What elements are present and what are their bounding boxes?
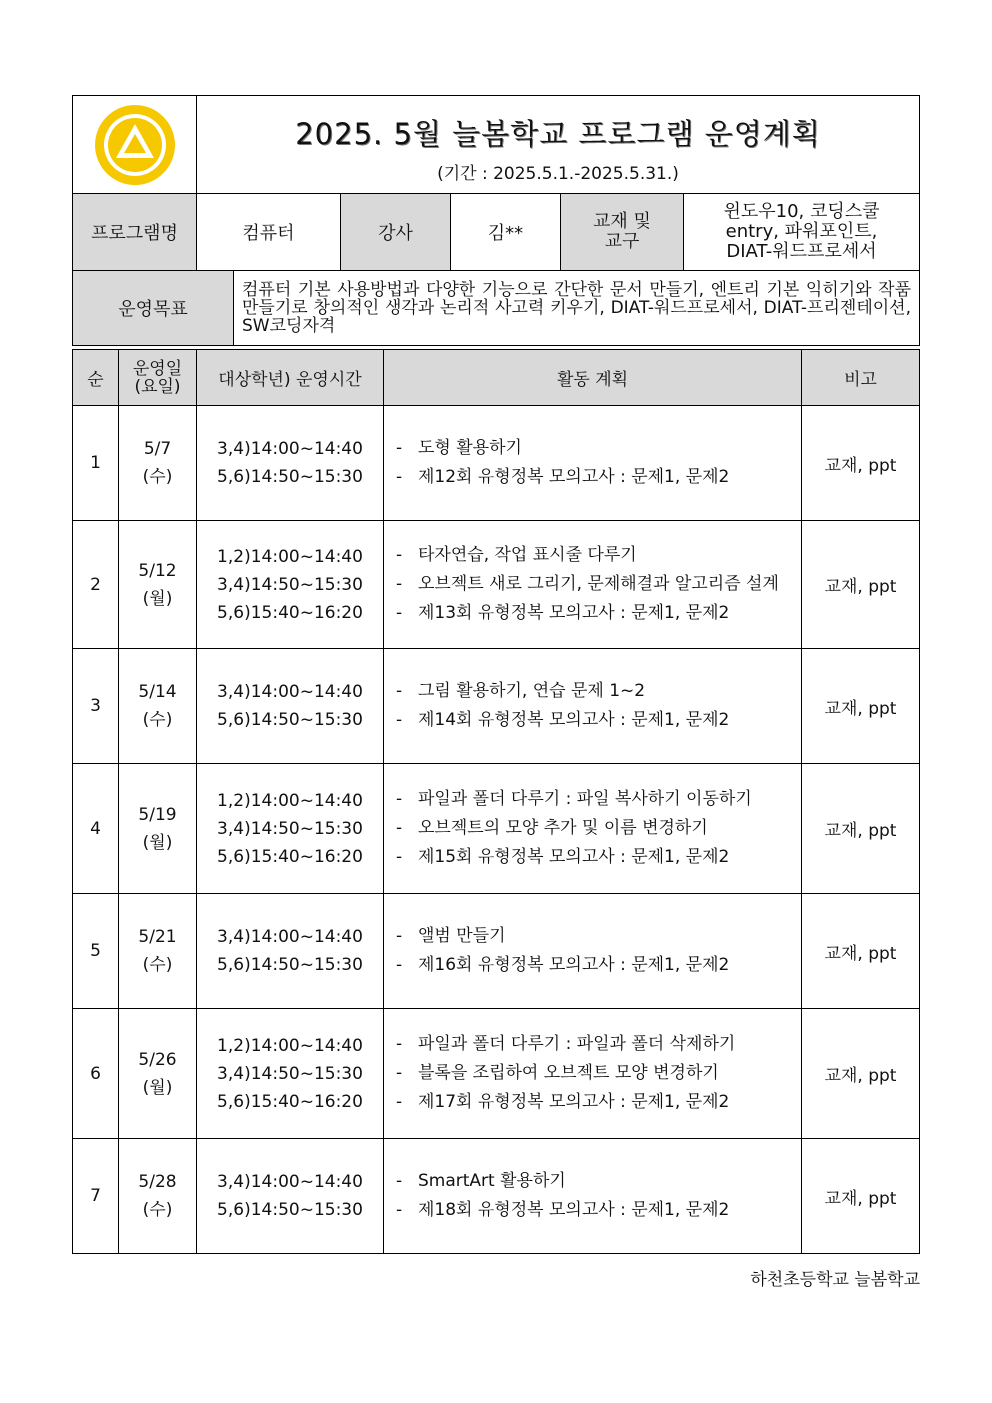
activity-item	[396, 951, 791, 980]
bullet-dash-icon: -	[396, 438, 403, 458]
activity-item	[396, 434, 791, 463]
row-time-slot: 1,2)14:00~14:40	[217, 790, 363, 811]
bullet-dash-icon: -	[396, 467, 403, 487]
logo-cell	[73, 96, 197, 194]
row-number: 2	[73, 521, 119, 649]
info-table	[72, 193, 920, 271]
row-time-slot: 5,6)15:40~16:20	[217, 846, 363, 867]
activity-text: 그림 활용하기, 연습 문제 1~2	[418, 681, 646, 701]
activity-item	[396, 922, 791, 951]
activity-text: 파일과 폴더 다루기 : 파일 복사하기 이동하기	[418, 789, 752, 809]
schedule-row	[73, 406, 920, 521]
row-date-value: 5/7	[143, 439, 172, 459]
row-day-value: (수)	[142, 467, 173, 487]
row-note: 교재, ppt	[802, 649, 920, 764]
row-number: 3	[73, 649, 119, 764]
schedule-row	[73, 764, 920, 894]
bullet-dash-icon: -	[396, 1092, 403, 1112]
header-no: 순	[73, 350, 119, 406]
activity-item	[396, 1167, 791, 1196]
header-time: 대상학년) 운영시간	[197, 350, 384, 406]
row-activities	[384, 894, 802, 1009]
materials-value-line-1: 윈도우10, 코딩스쿨	[723, 201, 880, 222]
row-time-slot: 3,4)14:00~14:40	[217, 1172, 363, 1192]
bullet-dash-icon: -	[396, 1034, 403, 1054]
header-date	[119, 350, 197, 406]
activity-item	[396, 463, 791, 492]
row-date	[119, 1139, 197, 1254]
activity-text: 파일과 폴더 다루기 : 파일과 폴더 삭제하기	[418, 1034, 736, 1054]
instructor-label: 강사	[341, 194, 451, 271]
row-time-slot: 3,4)14:00~14:40	[217, 439, 363, 459]
bullet-dash-icon: -	[396, 847, 403, 867]
row-date-value: 5/26	[138, 1049, 177, 1070]
bullet-dash-icon: -	[396, 926, 403, 946]
row-note: 교재, ppt	[802, 521, 920, 649]
header-date-line-2: (요일)	[134, 376, 181, 397]
row-time-slot: 3,4)14:00~14:40	[217, 927, 363, 947]
activity-item	[396, 1196, 791, 1225]
bullet-dash-icon: -	[396, 574, 403, 594]
schedule-body	[73, 406, 920, 1254]
row-times	[197, 894, 384, 1009]
footer-school-name: 하천초등학교 늘봄학교	[750, 1270, 920, 1290]
activity-item	[396, 1088, 791, 1117]
activity-text: 제18회 유형정복 모의고사 : 문제1, 문제2	[418, 1200, 730, 1220]
row-date	[119, 406, 197, 521]
row-time-slot: 5,6)15:40~16:20	[217, 602, 363, 623]
row-time-slot: 3,4)14:50~15:30	[217, 1063, 363, 1084]
row-time-slot: 1,2)14:00~14:40	[217, 1035, 363, 1056]
header-note: 비고	[802, 350, 920, 406]
program-plan-document	[72, 95, 920, 1254]
row-note: 교재, ppt	[802, 1009, 920, 1139]
goal-text: 컴퓨터 기본 사용방법과 다양한 기능으로 간단한 문서 만들기, 엔트리 기본 익히기와 작품 만들기로 창의적인 생각과 논리적 사고력 키우기, DIAT-워드프로세서, DIAT-프리젠테이션, SW코딩자격	[242, 280, 911, 336]
program-label: 프로그램명	[73, 194, 197, 271]
row-number: 4	[73, 764, 119, 894]
materials-label	[561, 194, 684, 271]
row-note: 교재, ppt	[802, 894, 920, 1009]
activity-item	[396, 599, 791, 628]
bullet-dash-icon: -	[396, 1200, 403, 1220]
row-activities	[384, 521, 802, 649]
row-date	[119, 894, 197, 1009]
goal-cell	[234, 271, 920, 346]
bullet-dash-icon: -	[396, 818, 403, 838]
bullet-dash-icon: -	[396, 603, 403, 623]
bullet-dash-icon: -	[396, 1171, 403, 1191]
activity-text: 도형 활용하기	[418, 438, 522, 458]
activity-item	[396, 1030, 791, 1059]
materials-value-line-3: DIAT-워드프로세서	[726, 241, 877, 262]
row-time-slot: 5,6)14:50~15:30	[217, 955, 363, 975]
materials-value-line-2: entry, 파워포인트,	[725, 221, 878, 242]
header-activity: 활동 계획	[384, 350, 802, 406]
activity-text: 제13회 유형정복 모의고사 : 문제1, 문제2	[418, 603, 730, 623]
circle-triangle-logo-icon	[92, 102, 178, 188]
row-activities	[384, 764, 802, 894]
row-day-value: (수)	[142, 710, 173, 730]
row-note: 교재, ppt	[802, 406, 920, 521]
activity-item	[396, 843, 791, 872]
activity-item	[396, 570, 791, 599]
row-number: 7	[73, 1139, 119, 1254]
row-date-value: 5/28	[138, 1172, 177, 1192]
bullet-dash-icon: -	[396, 710, 403, 730]
row-date-value: 5/12	[138, 560, 177, 581]
activity-text: 오브젝트의 모양 추가 및 이름 변경하기	[418, 818, 708, 838]
activity-item	[396, 814, 791, 843]
row-times	[197, 764, 384, 894]
row-time-slot: 3,4)14:00~14:40	[217, 682, 363, 702]
bullet-dash-icon: -	[396, 545, 403, 565]
row-activities	[384, 1009, 802, 1139]
materials-label-line-1: 교재 및	[593, 211, 651, 232]
activity-text: 제14회 유형정복 모의고사 : 문제1, 문제2	[418, 710, 730, 730]
row-date	[119, 521, 197, 649]
activity-text: 제15회 유형정복 모의고사 : 문제1, 문제2	[418, 847, 730, 867]
row-times	[197, 649, 384, 764]
schedule-row	[73, 1139, 920, 1254]
row-times	[197, 406, 384, 521]
row-times	[197, 521, 384, 649]
row-date-value: 5/21	[138, 927, 177, 947]
row-day-value: (월)	[142, 588, 173, 609]
activity-item	[396, 1059, 791, 1088]
activity-item	[396, 785, 791, 814]
schedule-row	[73, 521, 920, 649]
header-date-line-1: 운영일	[132, 358, 183, 379]
row-date	[119, 764, 197, 894]
bullet-dash-icon: -	[396, 955, 403, 975]
row-times	[197, 1009, 384, 1139]
activity-item	[396, 677, 791, 706]
period-text: (기간 : 2025.5.1.-2025.5.31.)	[437, 163, 679, 184]
row-note: 교재, ppt	[802, 1139, 920, 1254]
row-day-value: (수)	[142, 955, 173, 975]
activity-item	[396, 541, 791, 570]
row-activities	[384, 406, 802, 521]
row-time-slot: 3,4)14:50~15:30	[217, 574, 363, 595]
activity-item	[396, 706, 791, 735]
activity-text: SmartArt 활용하기	[418, 1171, 566, 1191]
row-time-slot: 1,2)14:00~14:40	[217, 546, 363, 567]
title-cell	[197, 96, 920, 194]
materials-value	[684, 194, 920, 271]
program-value: 컴퓨터	[197, 194, 341, 271]
activity-text: 제12회 유형정복 모의고사 : 문제1, 문제2	[418, 467, 730, 487]
row-date-value: 5/14	[138, 682, 177, 702]
activity-text: 제17회 유형정복 모의고사 : 문제1, 문제2	[418, 1092, 730, 1112]
bullet-dash-icon: -	[396, 789, 403, 809]
schedule-table	[72, 349, 920, 1254]
title-table	[72, 95, 920, 194]
schedule-row	[73, 1009, 920, 1139]
activity-text: 타자연습, 작업 표시줄 다루기	[418, 545, 637, 565]
goal-label: 운영목표	[73, 271, 234, 346]
instructor-value: 김**	[451, 194, 561, 271]
schedule-row	[73, 894, 920, 1009]
activity-text: 블록을 조립하여 오브젝트 모양 변경하기	[418, 1063, 719, 1083]
row-activities	[384, 1139, 802, 1254]
row-date	[119, 1009, 197, 1139]
row-time-slot: 5,6)14:50~15:30	[217, 1200, 363, 1220]
row-time-slot: 3,4)14:50~15:30	[217, 818, 363, 839]
row-number: 5	[73, 894, 119, 1009]
activity-text: 오브젝트 새로 그리기, 문제해결과 알고리즘 설계	[418, 574, 779, 594]
activity-text: 앨범 만들기	[418, 926, 506, 946]
bullet-dash-icon: -	[396, 681, 403, 701]
row-day-value: (수)	[142, 1200, 173, 1220]
row-number: 1	[73, 406, 119, 521]
row-day-value: (월)	[142, 832, 173, 853]
materials-label-line-2: 교구	[604, 231, 640, 252]
row-time-slot: 5,6)14:50~15:30	[217, 710, 363, 730]
row-date-value: 5/19	[138, 804, 177, 825]
goal-table	[72, 270, 920, 346]
row-date	[119, 649, 197, 764]
row-number: 6	[73, 1009, 119, 1139]
row-time-slot: 5,6)14:50~15:30	[217, 467, 363, 487]
bullet-dash-icon: -	[396, 1063, 403, 1083]
row-times	[197, 1139, 384, 1254]
activity-text: 제16회 유형정복 모의고사 : 문제1, 문제2	[418, 955, 730, 975]
row-note: 교재, ppt	[802, 764, 920, 894]
page-title: 2025. 5월 늘봄학교 프로그램 운영계획	[295, 116, 821, 151]
row-day-value: (월)	[142, 1077, 173, 1098]
schedule-row	[73, 649, 920, 764]
row-activities	[384, 649, 802, 764]
row-time-slot: 5,6)15:40~16:20	[217, 1091, 363, 1112]
